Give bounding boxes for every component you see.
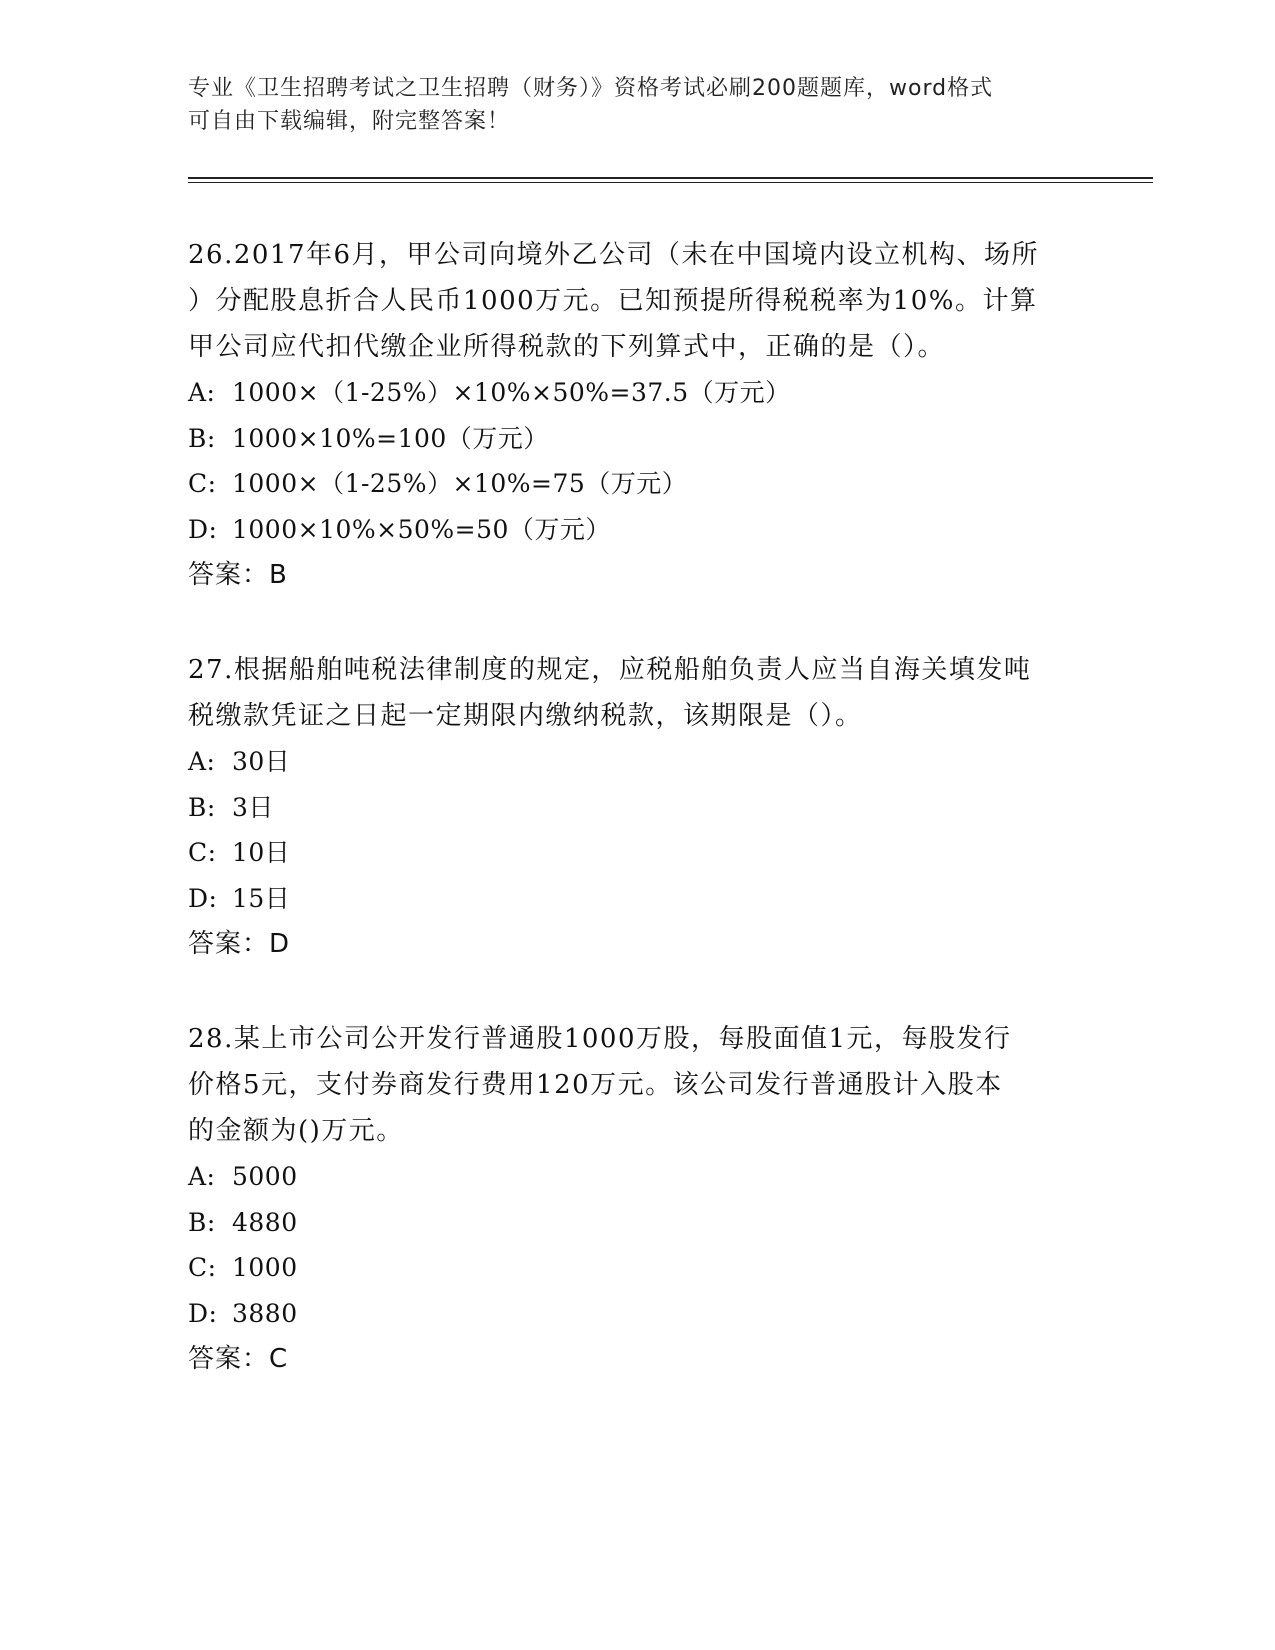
question-list	[188, 232, 1088, 1431]
option-d	[188, 507, 1088, 553]
answer-label: 答案：C	[188, 1344, 289, 1374]
option-key: B:	[188, 423, 216, 453]
option-b	[188, 1200, 1088, 1246]
question-stem-line: 26.2017年6月，甲公司向境外乙公司（未在中国境内设立机构、场所	[188, 240, 1040, 270]
header-title-line-2: 可自由下载编辑，附完整答案！	[188, 109, 511, 134]
header-title-line-1: 专业《卫生招聘考试之卫生招聘（财务）》资格考试必刷200题题库，word格式	[188, 76, 994, 101]
option-text: 1000×（1-25%）×10%=75（万元）	[232, 469, 688, 498]
option-key: B:	[188, 1207, 216, 1237]
option-c	[188, 1245, 1088, 1291]
question-stem	[188, 232, 1088, 370]
option-text: 3日	[232, 792, 274, 822]
option-key: A:	[188, 378, 216, 407]
question-stem-line: 甲公司应代扣代缴企业所得税款的下列算式中，正确的是（）。	[188, 332, 946, 362]
question-stem-line: 的金额为()万元。	[188, 1116, 404, 1146]
option-b	[188, 416, 1088, 462]
option-text: 5000	[232, 1162, 298, 1191]
option-d	[188, 876, 1088, 922]
option-text: 4880	[232, 1207, 298, 1237]
question-stem-line: 价格5元，支付券商发行费用120万元。该公司发行普通股计入股本	[188, 1070, 1003, 1100]
option-key: A:	[188, 1162, 216, 1191]
question-stem-line: 28.某上市公司公开发行普通股1000万股，每股面值1元，每股发行	[188, 1024, 1012, 1054]
question-stem-line: ）分配股息折合人民币1000万元。已知预提所得税税率为10%。计算	[188, 286, 1038, 316]
question-stem	[188, 647, 1088, 739]
question-stem-line: 税缴款凭证之日起一定期限内缴纳税款，该期限是（）。	[188, 701, 863, 731]
option-text: 10日	[232, 838, 291, 867]
option-c	[188, 830, 1088, 876]
option-text: 1000	[232, 1253, 298, 1282]
question-27	[188, 647, 1088, 967]
option-key: C:	[188, 838, 217, 867]
option-a	[188, 739, 1088, 785]
option-text: 15日	[232, 883, 291, 913]
header-divider-thin	[188, 182, 1153, 183]
header-divider-thick	[188, 177, 1153, 179]
option-a	[188, 1154, 1088, 1200]
question-stem	[188, 1016, 1088, 1154]
answer-label: 答案：D	[188, 929, 291, 959]
option-b	[188, 785, 1088, 831]
option-text: 1000×10%×50%=50（万元）	[232, 514, 611, 544]
option-text: 1000×10%=100（万元）	[232, 423, 549, 453]
option-key: C:	[188, 1253, 217, 1282]
option-key: D:	[188, 883, 218, 913]
question-stem-line: 27.根据船舶吨税法律制度的规定，应税船舶负责人应当自海关填发吨	[188, 655, 1032, 685]
option-d	[188, 1291, 1088, 1337]
answer-label: 答案：B	[188, 560, 288, 590]
option-c	[188, 461, 1088, 507]
option-text: 1000×（1-25%）×10%×50%=37.5（万元）	[232, 378, 791, 407]
question-26	[188, 232, 1088, 598]
question-28	[188, 1016, 1088, 1382]
option-text: 3880	[232, 1298, 298, 1328]
option-a	[188, 370, 1088, 416]
document-header	[188, 72, 1088, 138]
option-key: D:	[188, 514, 218, 544]
option-text: 30日	[232, 747, 291, 776]
option-key: D:	[188, 1298, 218, 1328]
option-key: B:	[188, 792, 216, 822]
option-key: C:	[188, 469, 217, 498]
option-key: A:	[188, 747, 216, 776]
